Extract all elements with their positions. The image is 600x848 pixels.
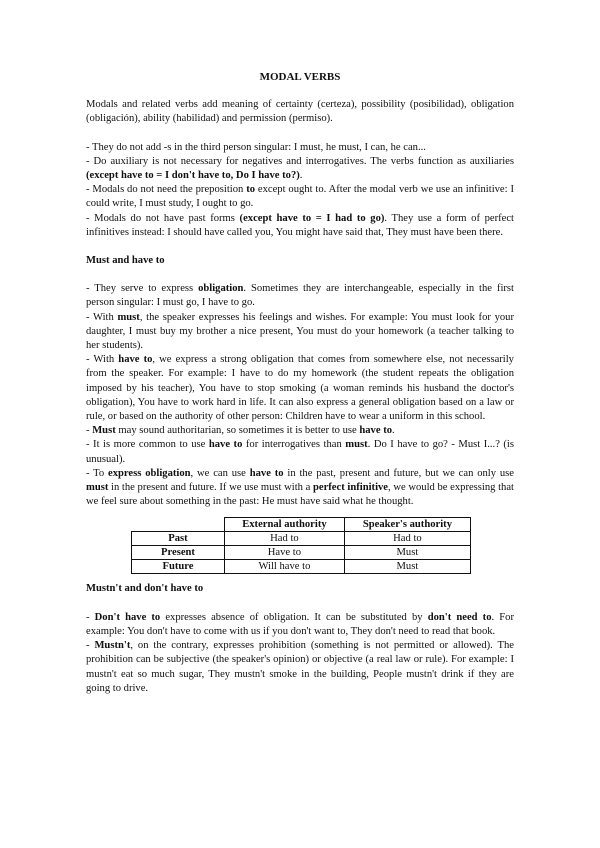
must-paragraph-interrogatives: - It is more common to use have to for interrogatives than must. Do I have to go? - Must I...? (is unusual). <box>86 439 514 465</box>
must-paragraph-tenses: - To express obligation, we can use have to in the past, present and future, but we can only use must in the present and future. If we use must with a perfect infinitive, we would be expressing that we feel sure about something in the past: He must have said what he thought. <box>86 467 514 508</box>
must-paragraph-authoritarian: - Must may sound authoritarian, so sometimes it is better to use have to. <box>86 425 395 437</box>
rule-third-person: - They do not add -s in the third person singular: I must, he must, I can, he can... <box>86 141 426 153</box>
table-cell: Had to <box>344 532 470 546</box>
table-cell: Must <box>344 560 470 574</box>
must-section-heading: Must and have to <box>86 255 165 267</box>
table-corner-cell <box>132 518 225 532</box>
table-row-label: Past <box>132 532 225 546</box>
rule-preposition: - Modals do not need the preposition to except ought to. After the modal verb we use an infinitive: I could write, I must study, I ought to go. <box>86 184 514 210</box>
table-header-speaker: Speaker's authority <box>344 518 470 532</box>
must-paragraph-have-to: - With have to, we express a strong obligation that comes from somewhere else, not necessarily from the speaker. For example: I have to do my homework (the student repeats the obligation imposed by his teacher), You have to stop smoking (a woman reminds his husband the doctor's obligation), You have to work hard in life. It can also express a general obligation based on a law or rule, or based on the authority of other person: Children have to wear a uniform in this school. <box>86 354 514 423</box>
rule-past-forms: - Modals do not have past forms (except have to = I had to go). They use a form of perfect infinitives instead: I should have called you, You might have said that, They must have been there. <box>86 212 514 238</box>
table-cell: Must <box>344 546 470 560</box>
table-cell: Had to <box>225 532 345 546</box>
must-paragraph-feelings: - With must, the speaker expresses his feelings and wishes. For example: You must look for your daughter, I must buy my brother a nice present, You must do your homework (a teacher talking to her students). <box>86 311 514 352</box>
rule-do-auxiliary: - Do auxiliary is not necessary for negatives and interrogatives. The verbs function as auxiliaries (except have to = I don't have to, Do I have to?). <box>86 155 514 182</box>
mustnt-paragraph-prohibition: - Mustn't, on the contrary, expresses prohibition (something is not permitted or allowed). The prohibition can be subjective (the speaker's opinion) or objective (a real law or rule). For example: I mustn't eat so much sugar, They mustn't smoke in the building, People mustn't drink if they are going to drive. <box>86 640 514 694</box>
table-cell: Have to <box>225 546 345 560</box>
table-row <box>132 546 471 560</box>
page-title: MODAL VERBS <box>259 71 341 83</box>
authority-table <box>131 517 471 574</box>
intro-paragraph: Modals and related verbs add meaning of certainty (certeza), possibility (posibilidad), obligation (obligación), ability (habilidad) and permission (permiso). <box>86 99 514 125</box>
mustnt-section-heading: Mustn't and don't have to <box>86 583 204 595</box>
table-row <box>132 560 471 574</box>
table-header-row <box>132 518 471 532</box>
mustnt-paragraph-absence: - Don't have to expresses absence of obligation. It can be substituted by don't need to. For example: You don't have to come with us if you don't want to, They don't need to read that book. <box>86 611 514 637</box>
table-header-external: External authority <box>225 518 345 532</box>
table-row-label: Present <box>132 546 225 560</box>
table-cell: Will have to <box>225 560 345 574</box>
table-row-label: Future <box>132 560 225 574</box>
must-paragraph-obligation: - They serve to express obligation. Sometimes they are interchangeable, especially in the first person singular: I must go, I have to go. <box>86 283 514 309</box>
document-page <box>86 70 514 696</box>
table-row <box>132 532 471 546</box>
